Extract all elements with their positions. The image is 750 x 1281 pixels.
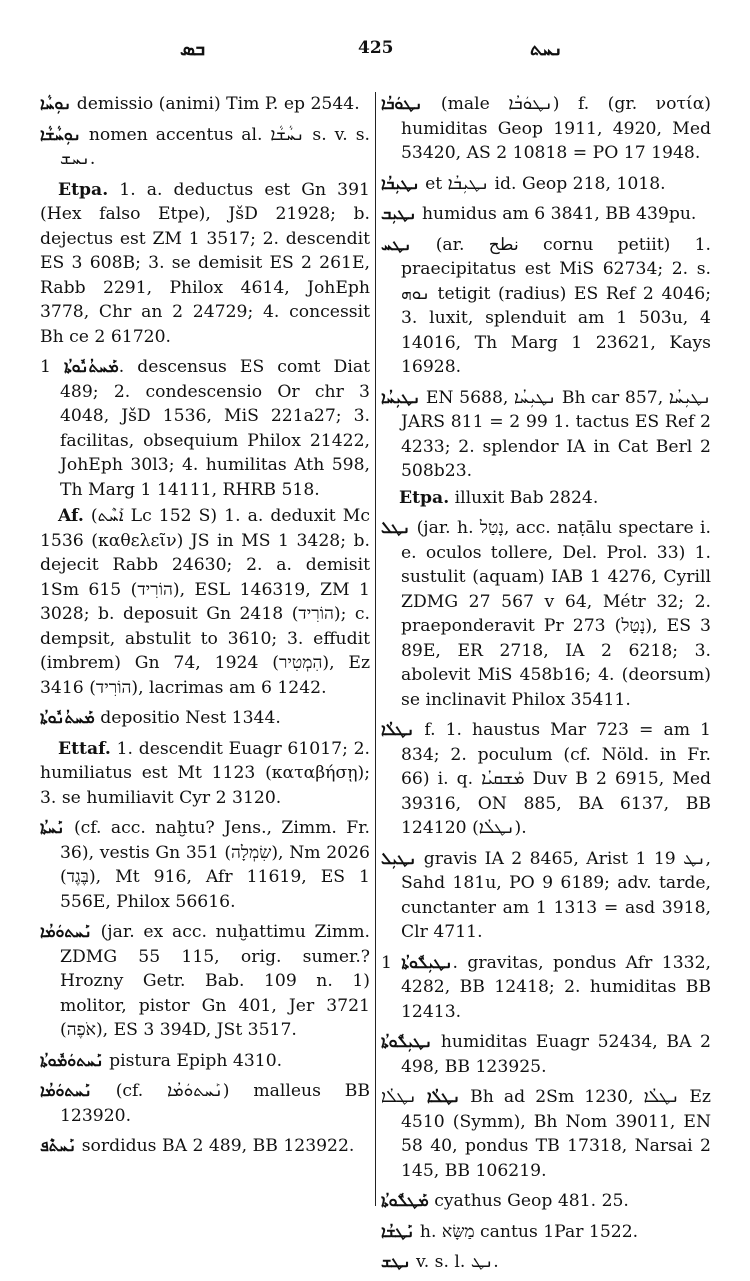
dictionary-entry bbox=[381, 172, 711, 197]
headword: ܢܛܝܼܠ bbox=[381, 848, 417, 868]
headword: ܢܛܠܳܐ bbox=[426, 1087, 461, 1106]
headword: ܢܛܝܼܠܽܘܬܳܐ bbox=[401, 952, 453, 972]
headword: ܢܘܼܚܵܫܵܐ bbox=[40, 124, 81, 144]
definition: (cf. ܢܰܚܬܘܿܡܳܐ) malleus BB 123920. bbox=[60, 1081, 370, 1126]
dictionary-entry bbox=[40, 737, 370, 811]
definition: 1. descensus ES comt Diat 489; 2. condescensio Or chr 3 4048, JšD 1536, MiS 221a27; 3. facilitas, obsequium Philox 21422, JohEph 30l3; 4. humilitas Ath 598, Th Marg 1 14111, RHRB 518. bbox=[40, 357, 370, 500]
headword: ܢܛܝܼܒܳܐ bbox=[381, 173, 420, 193]
headword: ܢܛܠܳܐ bbox=[381, 720, 415, 739]
headword: ܢܰܚܬܶܦ bbox=[40, 1136, 77, 1155]
headword: ܢܘܼܚܵܐ bbox=[40, 94, 72, 113]
dictionary-entry bbox=[40, 1134, 370, 1159]
definition: illuxit Bab 2824. bbox=[454, 487, 599, 508]
dictionary-entry bbox=[40, 920, 370, 1043]
headword: ܢܛܝܼܠܽܘܬܳܐ bbox=[381, 1032, 433, 1051]
headword: ܢܰܚܬܘܿܡܳܐ bbox=[40, 922, 92, 941]
stem-label: Etpa. bbox=[58, 179, 109, 200]
definition: pistura Epiph 4310. bbox=[109, 1050, 283, 1071]
headword: ܢܰܚܬܘܿܡܽܘܬܳܐ bbox=[40, 1050, 104, 1070]
dictionary-entry bbox=[381, 847, 711, 945]
headword: ܢܛܘܿܒܳܐ bbox=[381, 94, 423, 113]
dictionary-entry bbox=[40, 1079, 370, 1128]
definition: (jar. h. נָטַל, acc. naṭālu spectare i. e. oculos tollere, Del. Prol. 33) 1. sustulit (aquam) IAB 1 4276, Cyrill ZDMG 27 567 v 64, Métr 32; 2. praeponderavit Pr 273 (נָטַל), ES 3 89E, ER 2718, IA 2 6218; 3. abolevit MiS 458b16; 4. (deorsum) se inclinavit Philox 35411. bbox=[401, 518, 711, 710]
definition: nomen accentus al. ܢܚܵܫܵܐ s. v. s. ܢܚܫ. bbox=[60, 124, 371, 169]
dictionary-entry bbox=[40, 706, 370, 731]
right-column bbox=[381, 92, 711, 1281]
page-header bbox=[0, 38, 750, 70]
definition: f. 1. haustus Mar 723 = am 1 834; 2. poculum (cf. Nöld. in Fr. 66) i. q. ܡܰܫܩܝܳܐ Duv B 2 6915, Med 39316, ON 885, BA 6137, BB 124120 (ܢܛܠܳܐ). bbox=[401, 720, 711, 838]
definition: ܢܛܠܳܐ Bh ad 2Sm 1230, ܢܛܠܳܐ Ez 4510 (Symm), Bh Nom 39011, EN 58 40, pondus TB 17318, Narsai 2 145, BB 106219. bbox=[381, 1087, 711, 1181]
column-divider bbox=[375, 92, 376, 1206]
stem-label: Af. bbox=[58, 506, 84, 526]
header-left-word: ܒܣ bbox=[180, 38, 206, 60]
headword: ܢܰܚܬܳܐ bbox=[40, 818, 65, 837]
headword: ܢܛܫ bbox=[381, 1252, 411, 1271]
page-number: 425 bbox=[358, 38, 394, 58]
definition: (ar. نطح cornu petiit) 1. praecipitatus est MiS 62734; 2. s. ܢܘܗ tetigit (radius) ES Ref 2 4046; 3. luxit, splenduit am 1 503u, 4 14016, Th Marg 1 23621, Kays 16928. bbox=[401, 234, 711, 377]
definition: demissio (animi) Tim P. ep 2544. bbox=[76, 94, 360, 114]
dictionary-entry bbox=[381, 516, 711, 712]
definition: (ܐܰܚܶܬ Lc 152 S) 1. a. deduxit Mc 1536 (καθελεῖν) JS in MS 1 3428; b. dejecit Rabb 24630; 2. a. demisit 1Sm 615 (הוֹרִיד), ESL 146319, ZM 1 3028; b. deposuit Gn 2418 (הוֹרִיד); c. dempsit, abstulit to 3610; 3. effudit (imbrem) Gn 74, 1924 (הִמְטִיר), Ez 3416 (הוֹרִיד), lacrimas am 6 1242. bbox=[40, 506, 370, 698]
dictionary-entry bbox=[381, 718, 711, 841]
headword: ܡܰܛܠܽܘܬܳܐ bbox=[381, 1191, 429, 1210]
header-right-word: ܢܚܬ bbox=[530, 38, 563, 60]
definition: et ܢܛܝܼܒܳܐ id. Geop 218, 1018. bbox=[425, 173, 666, 194]
dictionary-entry bbox=[40, 123, 370, 172]
definition: 1. gravitas, pondus Afr 1332, 4282, BB 12418; 2. humiditas BB 12413. bbox=[381, 952, 711, 1022]
headword: ܢܛܝܼܚܳܐ bbox=[381, 387, 421, 407]
headword: ܢܛܠ bbox=[381, 518, 411, 537]
left-column bbox=[40, 92, 370, 1165]
definition: v. s. l. ܢܛ. bbox=[416, 1252, 499, 1272]
definition: depositio Nest 1344. bbox=[100, 708, 281, 728]
definition: 1. a. deductus est Gn 391 (Hex falso Etpe), JšD 21928; b. dejectus est ZM 1 3517; 2. descendit ES 3 608B; 3. se demisit ES 2 261E, Rabb 2291, Philox 4614, JohEph 3778, Chr an 2 24729; 4. concessit Bh ce 2 61720. bbox=[40, 179, 370, 347]
definition: EN 5688, ܢܛܝܼܚܳܐ Bh car 857, ܢܛܝܼܚܳܐ JARS 811 = 2 99 1. tactus ES Ref 2 4233; 2. splendor IA in Cat Berl 2 508b23. bbox=[401, 387, 712, 481]
headword: ܡܰܚܬܳܢܽܘܬܳܐ bbox=[40, 708, 95, 727]
definition: humiditas Euagr 52434, BA 2 498, BB 123925. bbox=[401, 1032, 711, 1077]
dictionary-entry bbox=[381, 1220, 711, 1245]
headword: ܢܛܝܼܒ bbox=[381, 204, 417, 223]
definition: humidus am 6 3841, BB 439pu. bbox=[421, 204, 697, 224]
definition: (jar. ex acc. nuḫattimu Zimm. ZDMG 55 115, orig. sumer.? Hrozny Getr. Bab. 109 n. 1) molitor, pistor Gn 401, Jer 3721 (אֹפֶה), ES 3 394D, JSt 3517. bbox=[60, 922, 370, 1040]
dictionary-entry bbox=[381, 1189, 711, 1214]
dictionary-entry bbox=[40, 1049, 370, 1074]
definition: gravis IA 2 8465, Arist 1 ܢܛ 19, Sahd 181u, PO 9 6189; adv. tarde, cunctanter am 1 1313 = asd 3918, Clr 4711. bbox=[401, 848, 711, 942]
dictionary-entry bbox=[381, 1085, 711, 1183]
definition: sordidus BA 2 489, BB 123922. bbox=[81, 1136, 355, 1156]
dictionary-entry bbox=[40, 816, 370, 914]
stem-label: Etpa. bbox=[399, 487, 450, 508]
dictionary-entry bbox=[40, 92, 370, 117]
definition: h. מַשָּׂא cantus 1Par 1522. bbox=[419, 1221, 639, 1242]
dictionary-entry bbox=[381, 233, 711, 380]
stem-label: Ettaf. bbox=[58, 738, 111, 759]
dictionary-entry bbox=[381, 951, 711, 1025]
headword: ܢܛܚ bbox=[381, 234, 412, 254]
dictionary-entry bbox=[381, 92, 711, 166]
dictionary-entry bbox=[381, 486, 711, 511]
definition: (male ܢܛܘܿܒܳܐ) f. (gr. νοτία) humiditas Geop 1911, 4920, Med 53420, AS 2 10818 = PO 17 1948. bbox=[401, 94, 712, 163]
headword: ܢܰܚܬܘܿܡܳܐ bbox=[40, 1081, 92, 1100]
headword: ܡܰܚܬܳܢܽܘܬܳܐ bbox=[64, 357, 119, 376]
dictionary-entry bbox=[40, 504, 370, 700]
dictionary-entry bbox=[381, 1030, 711, 1079]
definition: (cf. acc. naḫtu? Jens., Zimm. Fr. 36), vestis Gn 351 (שִׂמְלָה), Nm 2026 (בֶּגֶד), Mt 916, Afr 11619, ES 1 556E, Philox 56616. bbox=[60, 818, 370, 912]
definition: 1. descendit Euagr 61017; 2. humiliatus est Mt 1123 (καταβήσῃ); 3. se humiliavit Cyr 2 3120. bbox=[40, 738, 370, 808]
dictionary-entry bbox=[381, 386, 711, 484]
dictionary-entry bbox=[381, 1250, 711, 1275]
dictionary-entry bbox=[381, 202, 711, 227]
definition: cyathus Geop 481. 25. bbox=[434, 1191, 629, 1211]
dictionary-entry bbox=[40, 355, 370, 502]
headword: ܢܰܛܫܳܐ bbox=[381, 1221, 415, 1241]
dictionary-entry bbox=[40, 178, 370, 350]
